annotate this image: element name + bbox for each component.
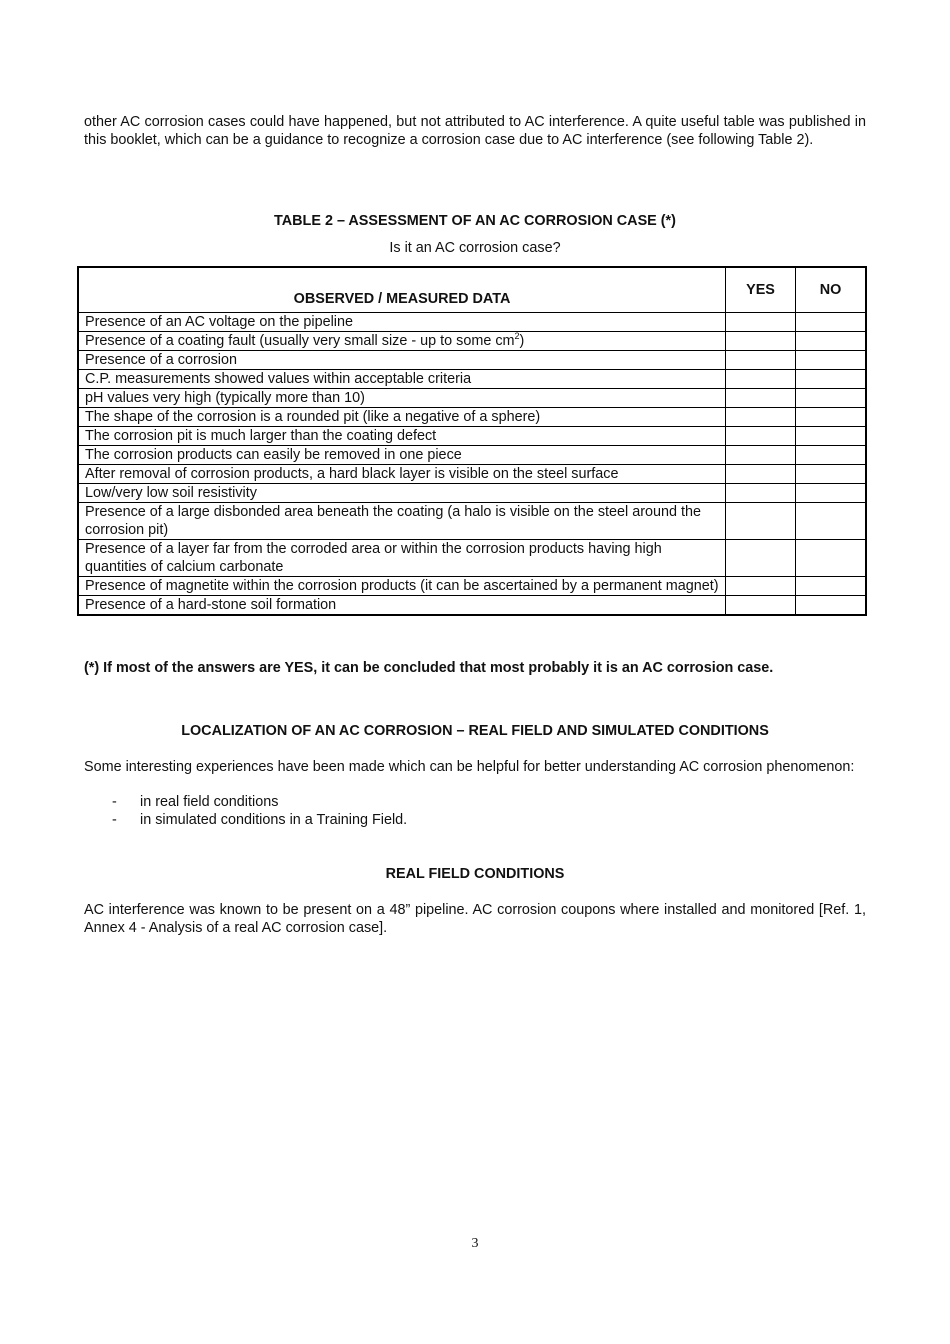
assessment-table <box>77 266 867 616</box>
page-number: 3 <box>471 1236 479 1251</box>
row-label: Presence of an AC voltage on the pipeline <box>78 313 726 332</box>
yes-cell <box>726 596 796 616</box>
yes-cell <box>726 540 796 577</box>
superscript-2: 2 <box>514 331 520 342</box>
row-label: pH values very high (typically more than 10) <box>78 389 726 408</box>
no-cell <box>796 370 867 389</box>
table-row <box>78 408 866 427</box>
no-cell <box>796 465 867 484</box>
yes-cell <box>726 484 796 503</box>
no-cell <box>796 577 867 596</box>
no-cell <box>796 540 867 577</box>
table-row <box>78 503 866 540</box>
row-label: Presence of a layer far from the corroded area or within the corrosion products having high quantities of calcium carbonate <box>78 540 726 577</box>
yes-cell <box>726 351 796 370</box>
table-footnote: (*) If most of the answers are YES, it can be concluded that most probably it is an AC corrosion case. <box>84 660 774 676</box>
row-label: Presence of a hard-stone soil formation <box>78 596 726 616</box>
yes-cell <box>726 332 796 351</box>
section-paragraph-localization: Some interesting experiences have been made which can be helpful for better understanding AC corrosion phenomenon: <box>84 759 855 775</box>
table-row <box>78 540 866 577</box>
dash-bullet: - <box>112 812 117 828</box>
no-cell <box>796 313 867 332</box>
row-label-text: Presence of a coating fault (usually very small size - up to some cm <box>85 333 515 349</box>
yes-cell <box>726 370 796 389</box>
table-row <box>78 427 866 446</box>
table-row <box>78 446 866 465</box>
row-label: Presence of a large disbonded area beneath the coating (a halo is visible on the steel around the corrosion pit) <box>78 503 726 540</box>
row-label: Low/very low soil resistivity <box>78 484 726 503</box>
table-row <box>78 389 866 408</box>
row-label-suffix: ) <box>519 333 525 349</box>
header-no: NO <box>796 267 867 313</box>
row-label: The corrosion products can easily be removed in one piece <box>78 446 726 465</box>
yes-cell <box>726 465 796 484</box>
yes-cell <box>726 577 796 596</box>
row-label <box>78 332 726 351</box>
no-cell <box>796 332 867 351</box>
row-label: Presence of a corrosion <box>78 351 726 370</box>
row-label: The shape of the corrosion is a rounded pit (like a negative of a sphere) <box>78 408 726 427</box>
section-heading-localization: LOCALIZATION OF AN AC CORROSION – REAL FIELD AND SIMULATED CONDITIONS <box>181 723 769 739</box>
section-heading-real-field: REAL FIELD CONDITIONS <box>385 866 565 882</box>
no-cell <box>796 389 867 408</box>
list-item-text: in real field conditions <box>140 794 279 810</box>
yes-cell <box>726 408 796 427</box>
table-row <box>78 465 866 484</box>
header-yes: YES <box>726 267 796 313</box>
no-cell <box>796 351 867 370</box>
row-label: After removal of corrosion products, a hard black layer is visible on the steel surface <box>78 465 726 484</box>
yes-cell <box>726 446 796 465</box>
no-cell <box>796 408 867 427</box>
yes-cell <box>726 313 796 332</box>
table-title: TABLE 2 – ASSESSMENT OF AN AC CORROSION CASE (*) <box>274 213 676 229</box>
table-row <box>78 577 866 596</box>
row-label: C.P. measurements showed values within acceptable criteria <box>78 370 726 389</box>
table-row <box>78 484 866 503</box>
section-paragraph-real-field: AC interference was known to be present on a 48” pipeline. AC corrosion coupons where installed and monitored [Ref. 1, Annex 4 - Analysis of a real AC corrosion case]. <box>84 902 866 936</box>
list-item <box>84 793 407 811</box>
no-cell <box>796 596 867 616</box>
no-cell <box>796 484 867 503</box>
intro-paragraph: other AC corrosion cases could have happened, but not attributed to AC interference. A quite useful table was published in this booklet, which can be a guidance to recognize a corrosion case due to AC interference (see following Table 2). <box>84 114 866 148</box>
row-label: The corrosion pit is much larger than the coating defect <box>78 427 726 446</box>
table-row <box>78 313 866 332</box>
table-row <box>78 596 866 616</box>
yes-cell <box>726 389 796 408</box>
row-label: Presence of magnetite within the corrosion products (it can be ascertained by a permanent magnet) <box>78 577 726 596</box>
table-row <box>78 370 866 389</box>
table-header-row <box>78 267 866 313</box>
list-item <box>84 811 407 829</box>
no-cell <box>796 503 867 540</box>
dash-bullet: - <box>112 794 117 810</box>
table-row <box>78 332 866 351</box>
bullet-list <box>84 793 407 829</box>
header-observed-data: OBSERVED / MEASURED DATA <box>78 267 726 313</box>
yes-cell <box>726 503 796 540</box>
table-subtitle: Is it an AC corrosion case? <box>389 240 561 256</box>
no-cell <box>796 427 867 446</box>
table-row <box>78 351 866 370</box>
no-cell <box>796 446 867 465</box>
yes-cell <box>726 427 796 446</box>
list-item-text: in simulated conditions in a Training Field. <box>140 812 408 828</box>
